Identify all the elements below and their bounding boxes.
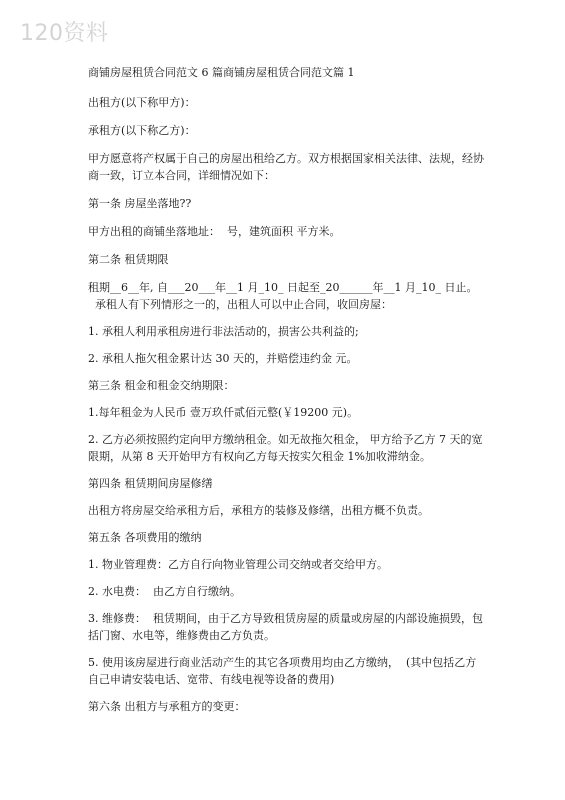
lease-term-paragraph: 租期__6__年, 自___20___年__1 月_10_ 日起至_20______年__1 月_10_ 日止。 承租人有下列情形之一的，出租人可以中止合同，收回房屋： [88,281,478,311]
article-3-heading: 第三条 租金和租金交纳期限： [88,379,235,392]
article-2-heading: 第二条 租赁期限 [88,253,169,266]
repair-paragraph: 出租方将房屋交给承租方后，承租方的装修及修缮，出租方概不负责。 [88,504,429,517]
article-6-heading: 第六条 出租方与承租方的变更： [88,700,246,713]
lessee-line: 承租方(以下称乙方)： [88,124,196,137]
document-title: 商铺房屋租赁合同范文 6 篇商铺房屋租赁合同范文篇 1 [88,66,355,79]
article-1-address: 甲方出租的商铺坐落地址： 号，建筑面积 平方米。 [88,225,341,238]
termination-clause-2: 2. 承租人拖欠租金累计达 30 天的，并赔偿违约金 元。 [88,352,358,365]
utility-fee-clause: 2. 水电费： 由乙方自行缴纳。 [88,585,241,598]
watermark-logo: 120资料 [20,21,109,46]
maintenance-fee-clause: 3. 维修费： 租赁期间，由于乙方导致租赁房屋的质量或房屋的内部设施损毁，包括门窗、水电等，维修费由乙方负责。 [88,612,483,642]
rent-payment-clause: 2. 乙方必须按照约定向甲方缴纳租金。如无故拖欠租金， 甲方给予乙方 7 天的宽限期，从第 8 天开始甲方有权向乙方每天按实欠租金 1%加收滞纳金。 [88,433,483,463]
property-fee-clause: 1. 物业管理费：乙方自行向物业管理公司交纳或者交给甲方。 [88,558,388,571]
article-1-heading: 第一条 房屋坐落地?? [88,197,192,210]
document-body [88,64,484,715]
termination-clause-1: 1. 承租人利用承租房进行非法活动的，损害公共利益的; [88,325,359,338]
lessor-line: 出租方(以下称甲方)： [88,96,196,109]
article-5-heading: 第五条 各项费用的缴纳 [88,531,202,544]
rent-amount-clause: 1.每年租金为人民币 壹万玖仟贰佰元整(￥19200 元)。 [88,406,359,419]
article-4-heading: 第四条 租赁期间房屋修缮 [88,477,213,490]
preamble-paragraph: 甲方愿意将产权属于自己的房屋出租给乙方。双方根据国家相关法律、法规，经协商一致，订立本合同，详细情况如下： [88,152,484,182]
other-fees-clause: 5. 使用该房屋进行商业活动产生的其它各项费用均由乙方缴纳， (其中包括乙方自己申请安装电话、宽带、有线电视等设备的费用) [88,656,477,686]
